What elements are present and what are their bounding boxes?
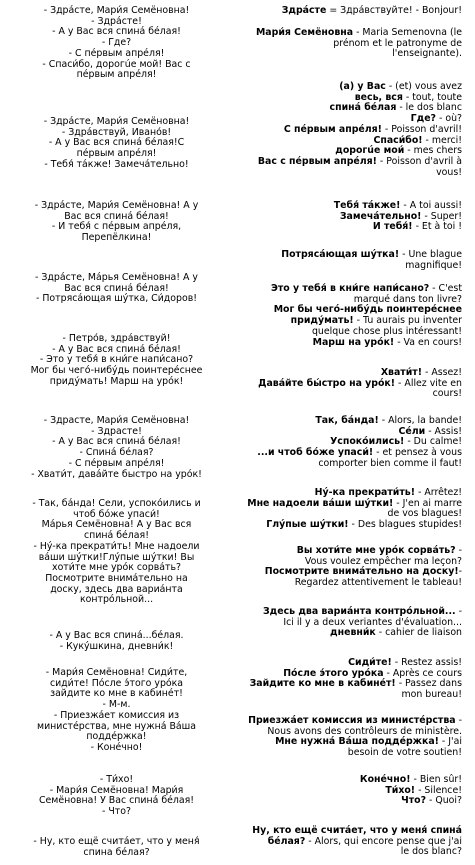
russian-term: (а) у Вас — [339, 81, 386, 92]
dialogue-block — [5, 837, 228, 858]
russian-term: Нý-ка прекрати́ть! — [314, 487, 416, 498]
french-translation: - Silence! — [415, 784, 462, 796]
french-translation: vous! — [436, 166, 462, 178]
french-translation: le dos blanc? — [400, 846, 462, 858]
russian-term: Давáйте бы́стро на урóк! — [258, 377, 396, 389]
french-translation: Vous voulez empêcher ma leçon? — [304, 555, 462, 567]
russian-term: Ти́хо! — [385, 784, 416, 796]
french-translation: - Assis! — [425, 425, 462, 437]
russian-term: Мне надоели вáши шýтки! — [247, 497, 394, 509]
french-translation: de vos blagues! — [387, 508, 462, 520]
dialogue-block — [5, 117, 228, 171]
dialogue-block — [5, 499, 228, 606]
vocabulary-line — [228, 338, 462, 349]
dialogue-block — [5, 334, 228, 388]
french-translation: = Здрáвствуйте! - Bonjour! — [326, 5, 462, 16]
vocabulary-block — [228, 826, 462, 858]
russian-term: Здрáсте — [281, 5, 327, 16]
russian-term: Вас с пéрвым апрéля! — [257, 155, 377, 167]
dialogue-line: - Здрáсте, Мари́я Семёновна! А у — [34, 200, 199, 211]
vocabulary-block — [228, 546, 462, 589]
dialogue-line: Семёновна! У Вас спинá бéлая! — [38, 795, 195, 807]
vocabulary-line — [228, 168, 462, 179]
french-translation: - merci! — [422, 134, 462, 146]
dialogue-block — [5, 668, 228, 754]
dialogue-line: - И тебя́ с пéрвым апрéля, — [51, 221, 182, 233]
dialogue-line: - Мари́я Семёновна! Сиди́те, — [45, 667, 188, 678]
french-translation: - cahier de liaison — [375, 627, 462, 639]
dialogue-line: Перепёлкина! — [81, 232, 152, 244]
dialogue-line: приду́мать! Марш на урóк! — [49, 375, 184, 387]
french-translation: - Arrêtez! — [415, 487, 462, 498]
dialogue-block — [5, 6, 228, 81]
russian-term: Что? — [401, 795, 427, 807]
dialogue-line: - Ти́хо! — [99, 774, 134, 785]
french-translation: mon bureau! — [401, 689, 462, 701]
russian-term: Зайдите ко мне в кабинéт! — [249, 678, 396, 690]
dialogue-line: Посмотрите внимáтельно на — [45, 572, 188, 584]
russian-term: Глýпые шýтки! — [266, 519, 349, 531]
dialogue-line: доску, здесь два вариáнта — [50, 583, 183, 595]
french-translation: l'enseignante). — [392, 48, 462, 60]
french-translation: - C'est — [429, 283, 462, 294]
dialogue-line: - Здрáсте, Мáрья Семёновна! А у — [35, 272, 198, 283]
vocabulary-line — [228, 578, 462, 589]
french-translation: - Poisson d'avril à — [376, 155, 462, 167]
french-translation: quelque chose plus intéressant! — [311, 325, 462, 337]
french-translation: - Des blagues stupides! — [348, 519, 462, 531]
vocabulary-line — [228, 261, 462, 272]
dialogue-line: - Петро́в, здрáвствуй! — [62, 333, 171, 344]
dialogue-line: - Что? — [102, 806, 131, 818]
vocabulary-block — [228, 716, 462, 759]
dialogue-line: вáши шýтки!Глýпые шýтки! Вы — [38, 551, 195, 563]
russian-term: Потрясáющая шýтка! — [281, 249, 400, 260]
french-translation: - Va en cours! — [394, 336, 462, 348]
dialogue-line: - А у Вас вся спинá бéлая! — [52, 343, 181, 355]
dialogue-line: спинá бéлая! — [84, 530, 149, 542]
french-translation: - et pensez à vous — [373, 447, 462, 459]
russian-term: дорогúе мои́ — [335, 145, 405, 157]
french-translation: prénom et le patronyme de — [333, 37, 462, 49]
vocabulary-line — [228, 389, 462, 400]
dialogue-line: - Здрасте! — [91, 425, 142, 437]
dialogue-line: - Спинá бéлая? — [79, 447, 154, 459]
french-translation: - Passez dans — [395, 678, 462, 690]
dialogue-line: - Мари́я Семёновна! Мари́я — [49, 784, 184, 796]
french-translation: - Du calme! — [404, 436, 462, 448]
dialogue-line: поддéржка! — [86, 731, 147, 743]
russian-term: Замечáтельно! — [339, 210, 422, 222]
french-translation: - — [455, 715, 462, 726]
dialogue-line: - Конéчно! — [90, 741, 143, 753]
vocabulary-line — [228, 6, 462, 17]
russian-term: Приезжáет комиссия из министéрства — [248, 715, 456, 726]
dialogue-line: - Здрáвствуй, Ивано́в! — [61, 126, 172, 138]
dialogue-line: пéрвым апрéля! — [76, 69, 157, 81]
russian-term: Это у тебя́ в кни́ге напи́сано? — [270, 283, 430, 294]
russian-term: Сéли — [398, 425, 426, 437]
french-translation: Ici il y a deux veriantes d'évaluation... — [283, 616, 462, 628]
russian-term: спинá бéлая — [329, 102, 397, 114]
french-translation: - J'en ai marre — [393, 497, 462, 509]
dialogue-block — [5, 273, 228, 305]
russian-term: Спаси́бо! — [373, 134, 423, 146]
dialogue-line: - Здрасте, Мари́я Семёновна! — [43, 415, 190, 426]
russian-term: Пóсле э́того урóка — [283, 667, 384, 679]
russian-term: Где? — [410, 113, 436, 125]
vocabulary-line — [228, 222, 462, 233]
dialogue-line: - Здрáсте, Мари́я Семёновна! — [43, 5, 190, 16]
vocabulary-line — [228, 796, 462, 807]
russian-term: Посмотрите внимáтельно на доску! — [264, 566, 459, 578]
french-translation: - Assez! — [422, 367, 462, 378]
french-translation: - Et à toi ! — [412, 221, 462, 233]
russian-term: Здесь два вариáнта контрóльной... — [262, 606, 456, 617]
vocabulary-block — [228, 607, 462, 639]
dialogue-line: - Здрáсте! — [91, 15, 142, 27]
dialogue-line: - Где? — [101, 37, 132, 49]
vocabulary-line — [228, 379, 462, 390]
french-translation: - le dos blanc — [396, 102, 462, 114]
french-translation: - (et) vous avez — [385, 81, 462, 92]
dialogue-line: спина бéлая? — [83, 846, 150, 858]
vocabulary-block — [228, 82, 462, 178]
dialogue-line: - Ну, кто ещё считáет, что у меня́ — [33, 836, 200, 847]
french-translation: - Bien sûr! — [410, 774, 462, 785]
french-translation: - mes chers — [404, 145, 462, 157]
french-translation: - Tu aurais pu inventer — [353, 315, 462, 327]
russian-term: Конéчно! — [359, 774, 411, 785]
french-translation: - Maria Semenovna (le — [353, 27, 462, 38]
russian-term: И тебя́! — [372, 221, 413, 233]
dialogue-line: - Тебя́ тáкже! Замечáтельно! — [44, 158, 189, 170]
vocabulary-block — [228, 416, 462, 470]
russian-term: Хвати́т! — [380, 367, 423, 378]
dialogue-line: - Кукýшкина, дневни́к! — [59, 640, 174, 652]
russian-term: С пéрвым апрéля! — [283, 123, 382, 135]
vocabulary-line — [228, 157, 462, 168]
russian-term: Тебя́ тáкже! — [333, 200, 401, 211]
french-translation: - — [455, 545, 462, 556]
dialogue-line: - Потрясáющая шýтка, Си́доров! — [36, 293, 197, 305]
vocabulary-block — [228, 6, 462, 17]
dialogue-line: - Нý-ка прекрати́ть! Мне надоели — [33, 540, 200, 552]
french-translation: magnifique! — [405, 259, 462, 271]
dialogue-block — [5, 416, 228, 480]
dialogue-line: Вас вся спинá бéлая! — [64, 282, 169, 294]
dialogue-line: министéрства, мне нужнá Вáша — [37, 720, 196, 732]
french-translation: - Poisson d'avril! — [381, 123, 462, 135]
dialogue-line: - С пéрвым апрéля! — [68, 47, 165, 59]
french-translation: - — [455, 606, 462, 617]
dialogue-line: - Хвати́т, давáйте быстро на урóк! — [31, 468, 202, 480]
dialogue-line: чтоб бóже упаси́! — [73, 508, 160, 520]
russian-term: Так, бáнда! — [315, 415, 379, 426]
dialogue-block — [5, 631, 228, 652]
dialogue-line: - Так, бáнда! Сели, успокóились и — [32, 498, 201, 509]
dialogue-line: хоти́те мне урóк сорвáть? — [52, 562, 181, 574]
french-translation: cours! — [432, 388, 462, 400]
vocabulary-block — [228, 284, 462, 348]
french-translation: - Restez assis! — [391, 657, 462, 668]
dialogue-block — [5, 775, 228, 818]
russian-term: Мне нужнá Вáша поддéржка! — [275, 736, 439, 748]
dialogue-line: Вас вся спинá бéлая! — [64, 210, 169, 222]
vocabulary-block — [228, 368, 462, 400]
russian-term: дневни́к — [330, 627, 376, 639]
dialogue-line: - М-м. — [102, 699, 131, 711]
vocabulary-line — [228, 847, 462, 858]
dialogue-block — [5, 201, 228, 244]
dialogue-line: - Приезжáет комиссия из — [53, 709, 180, 721]
vocabulary-block — [228, 488, 462, 531]
french-translation: - Quoi? — [426, 795, 462, 807]
dialogue-line: Мог бы чегó-нибýдь поинтерéснее — [30, 365, 203, 377]
russian-term: бéлая? — [267, 835, 306, 847]
french-translation: - Après ce cours — [383, 667, 462, 679]
french-translation: - Une blague — [399, 249, 462, 260]
french-translation: - Allez vite en — [395, 377, 462, 389]
russian-term: Ну, кто ещё считáет, что у меня́ спинá — [252, 825, 462, 836]
vocabulary-line — [228, 520, 462, 531]
russian-term: ...и чтоб бóже упаси́! — [257, 447, 374, 459]
dialogue-line: - А у Вас вся спинá бéлая! — [52, 26, 181, 38]
french-translation: marqué dans ton livre? — [353, 293, 462, 305]
vocabulary-line — [228, 459, 462, 470]
russian-term: Успокóились! — [330, 436, 405, 448]
dialogue-line: сиди́те! Пóсле э́того урóка — [49, 677, 184, 689]
russian-term: Сиди́те! — [348, 657, 392, 668]
dialogue-line: - Здрáсте, Мари́я Семёновна! — [43, 116, 190, 127]
russian-term: приду́мать! — [290, 315, 354, 327]
russian-term: Марш на урóк! — [312, 336, 395, 348]
french-translation: - tout, toute — [402, 91, 462, 103]
french-translation: - Super! — [421, 210, 462, 222]
dialogue-line: зайдите ко мне в кабинéт! — [50, 688, 183, 700]
russian-term: Мог бы чегó-нибýдь поинтерéснее — [273, 304, 462, 316]
vocabulary-block — [228, 201, 462, 233]
french-translation: - où? — [436, 113, 462, 125]
french-translation: Nous avons des contrôleurs de ministère. — [267, 725, 462, 737]
vocabulary-block — [228, 775, 462, 807]
dialogue-line: - А у Вас вся спинá бéлая!С — [48, 137, 185, 149]
french-translation: comporter bien comme il faut! — [318, 457, 462, 469]
french-translation: - A toi aussi! — [400, 200, 462, 211]
russian-term: Мари́я Семёновна — [255, 27, 354, 38]
vocabulary-line — [228, 49, 462, 60]
dialogue-line: Мáрья Семёновна! А у Вас вся — [41, 519, 192, 531]
vocabulary-line — [228, 690, 462, 701]
dialogue-line: - Спаси́бо, дорогúе мой! Вас с — [42, 58, 191, 70]
vocabulary-block — [228, 28, 462, 60]
french-translation: Regardez attentivement le tableau! — [294, 577, 462, 589]
russian-term: весь, вся — [354, 91, 403, 103]
vocabulary-line — [228, 628, 462, 639]
dialogue-line: контрóльной... — [79, 594, 154, 606]
dialogue-line: - Это у тебя́ в кни́ге напи́сано? — [39, 354, 194, 366]
vocabulary-block — [228, 250, 462, 271]
french-translation: - Alors, la bande! — [378, 415, 462, 426]
vocabulary-block — [228, 658, 462, 701]
dialogue-line: пéрвым апрéля! — [76, 148, 157, 160]
dialogue-line: - С пéрвым апрéля! — [68, 457, 165, 469]
vocabulary-line — [228, 748, 462, 759]
french-translation: - J'ai — [438, 736, 462, 748]
dialogue-line: - А у Вас вся спинá бéлая! — [52, 436, 181, 448]
french-translation: - — [458, 566, 462, 578]
dialogue-line: - А у Вас вся спинá...бéлая. — [49, 630, 184, 641]
russian-term: Вы хоти́те мне урóк сорвáть? — [296, 545, 456, 556]
french-translation: besoin de votre soutien! — [347, 747, 462, 759]
french-translation: - Alors, qui encore pense que j'ai — [305, 835, 462, 847]
